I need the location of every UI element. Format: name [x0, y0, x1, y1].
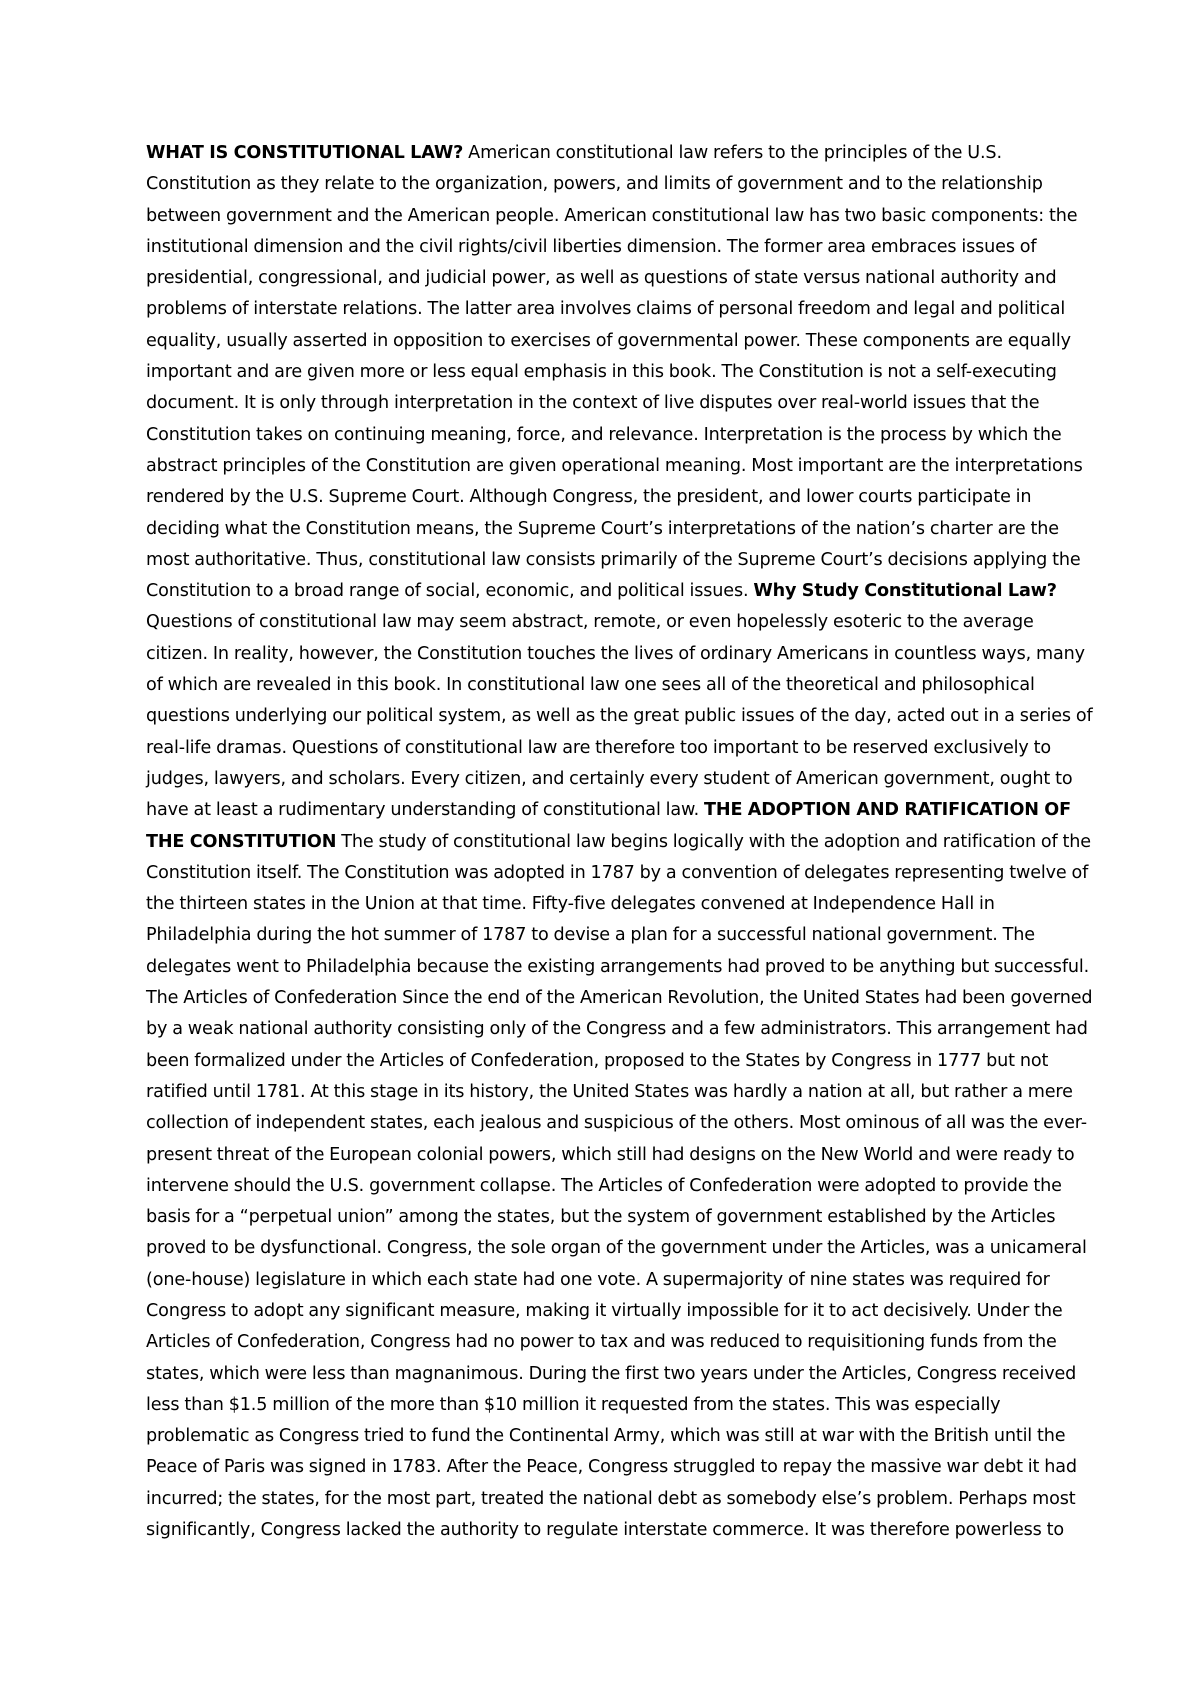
- paragraph-text: Questions of constitutional law may seem abstract, remote, or even hopelessly esoteric to the average citizen. In reality, however, the Constitution touches the lives of ordinary Americans in countless ways, many of which are revealed in this book. In constitutional law one sees all of the theoretical and philosophical questions underlying our political system, as well as the great public issues of the day, acted out in a series of real-life dramas. Questions of constitutional law are therefore too important to be reserved exclusively to judges, lawyers, and scholars. Every citizen, and certainly every student of American government, ought to have at least a rudimentary understanding of constitutional law.: [146, 612, 1093, 821]
- paragraph-text: American constitutional law refers to the principles of the U.S. Constitution as they relate to the organization, powers, and limits of government and to the relationship between government and the American people. American constitutional law has two basic components: the institutional dimension and the civil rights/civil liberties dimension. The former area embraces issues of presidential, congressional, and judicial power, as well as questions of state versus national authority and problems of interstate relations. The latter area involves claims of personal freedom and legal and political equality, usually asserted in opposition to exercises of governmental power. These components are equally important and are given more or less equal emphasis in this book. The Constitution is not a self-executing document. It is only through interpretation in the context of live disputes over real-world issues that the Constitution takes on continuing meaning, force, and relevance. Interpretation is the process by which the abstract principles of the Constitution are given operational meaning. Most important are the interpretations rendered by the U.S. Supreme Court. Although Congress, the president, and lower courts participate in deciding what the Constitution means, the Supreme Court’s interpretations of the nation’s charter are the most authoritative. Thus, constitutional law consists primarily of the Supreme Court’s decisions applying the Constitution to a broad range of social, economic, and political issues.: [146, 143, 1083, 602]
- heading-what-is-constitutional-law: WHAT IS CONSTITUTIONAL LAW?: [146, 143, 464, 163]
- paragraph-text: The study of constitutional law begins logically with the adoption and ratification of the Constitution itself. The Constitution was adopted in 1787 by a convention of delegates representing twelve of the thirteen states in the Union at that time. Fifty-five delegates convened at Independence Hall in Philadelphia during the hot summer of 1787 to devise a plan for a successful national government. The delegates went to Philadelphia because the existing arrangements had proved to be anything but successful. The Articles of Confederation Since the end of the American Revolution, the United States had been governed by a weak national authority consisting only of the Congress and a few administrators. This arrangement had been formalized under the Articles of Confederation, proposed to the States by Congress in 1777 but not ratified until 1781. At this stage in its history, the United States was hardly a nation at all, but rather a mere collection of independent states, each jealous and suspicious of the others. Most ominous of all was the ever-present threat of the European colonial powers, which still had designs on the New World and were ready to intervene should the U.S. government collapse. The Articles of Confederation were adopted to provide the basis for a “perpetual union” among the states, but the system of government established by the Articles proved to be dysfunctional. Congress, the sole organ of the government under the Articles, was a unicameral (one-house) legislature in which each state had one vote. A supermajority of nine states was required for Congress to adopt any significant measure, making it virtually impossible for it to act decisively. Under the Articles of Confederation, Congress had no power to tax and was reduced to requisitioning funds from the states, which were less than magnanimous. During the first two years under the Articles, Congress received less than $1.5 million of the more than $10 million it requested from the states. This was especially problematic as Congress tried to fund the Continental Army, which was still at war with the British until the Peace of Paris was signed in 1783. After the Peace, Congress struggled to repay the massive war debt it had incurred; the states, for the most part, treated the national debt as somebody else’s problem. Perhaps most significantly, Congress lacked the authority to regulate interstate commerce. It was therefore powerless to: [146, 831, 1093, 1541]
- body-paragraph: [146, 138, 1094, 1546]
- heading-adoption-and-ratification: THE ADOPTION AND RATIFICATION OF THE CONSTITUTION: [146, 800, 1071, 852]
- heading-why-study-constitutional-law: Why Study Constitutional Law?: [753, 581, 1057, 602]
